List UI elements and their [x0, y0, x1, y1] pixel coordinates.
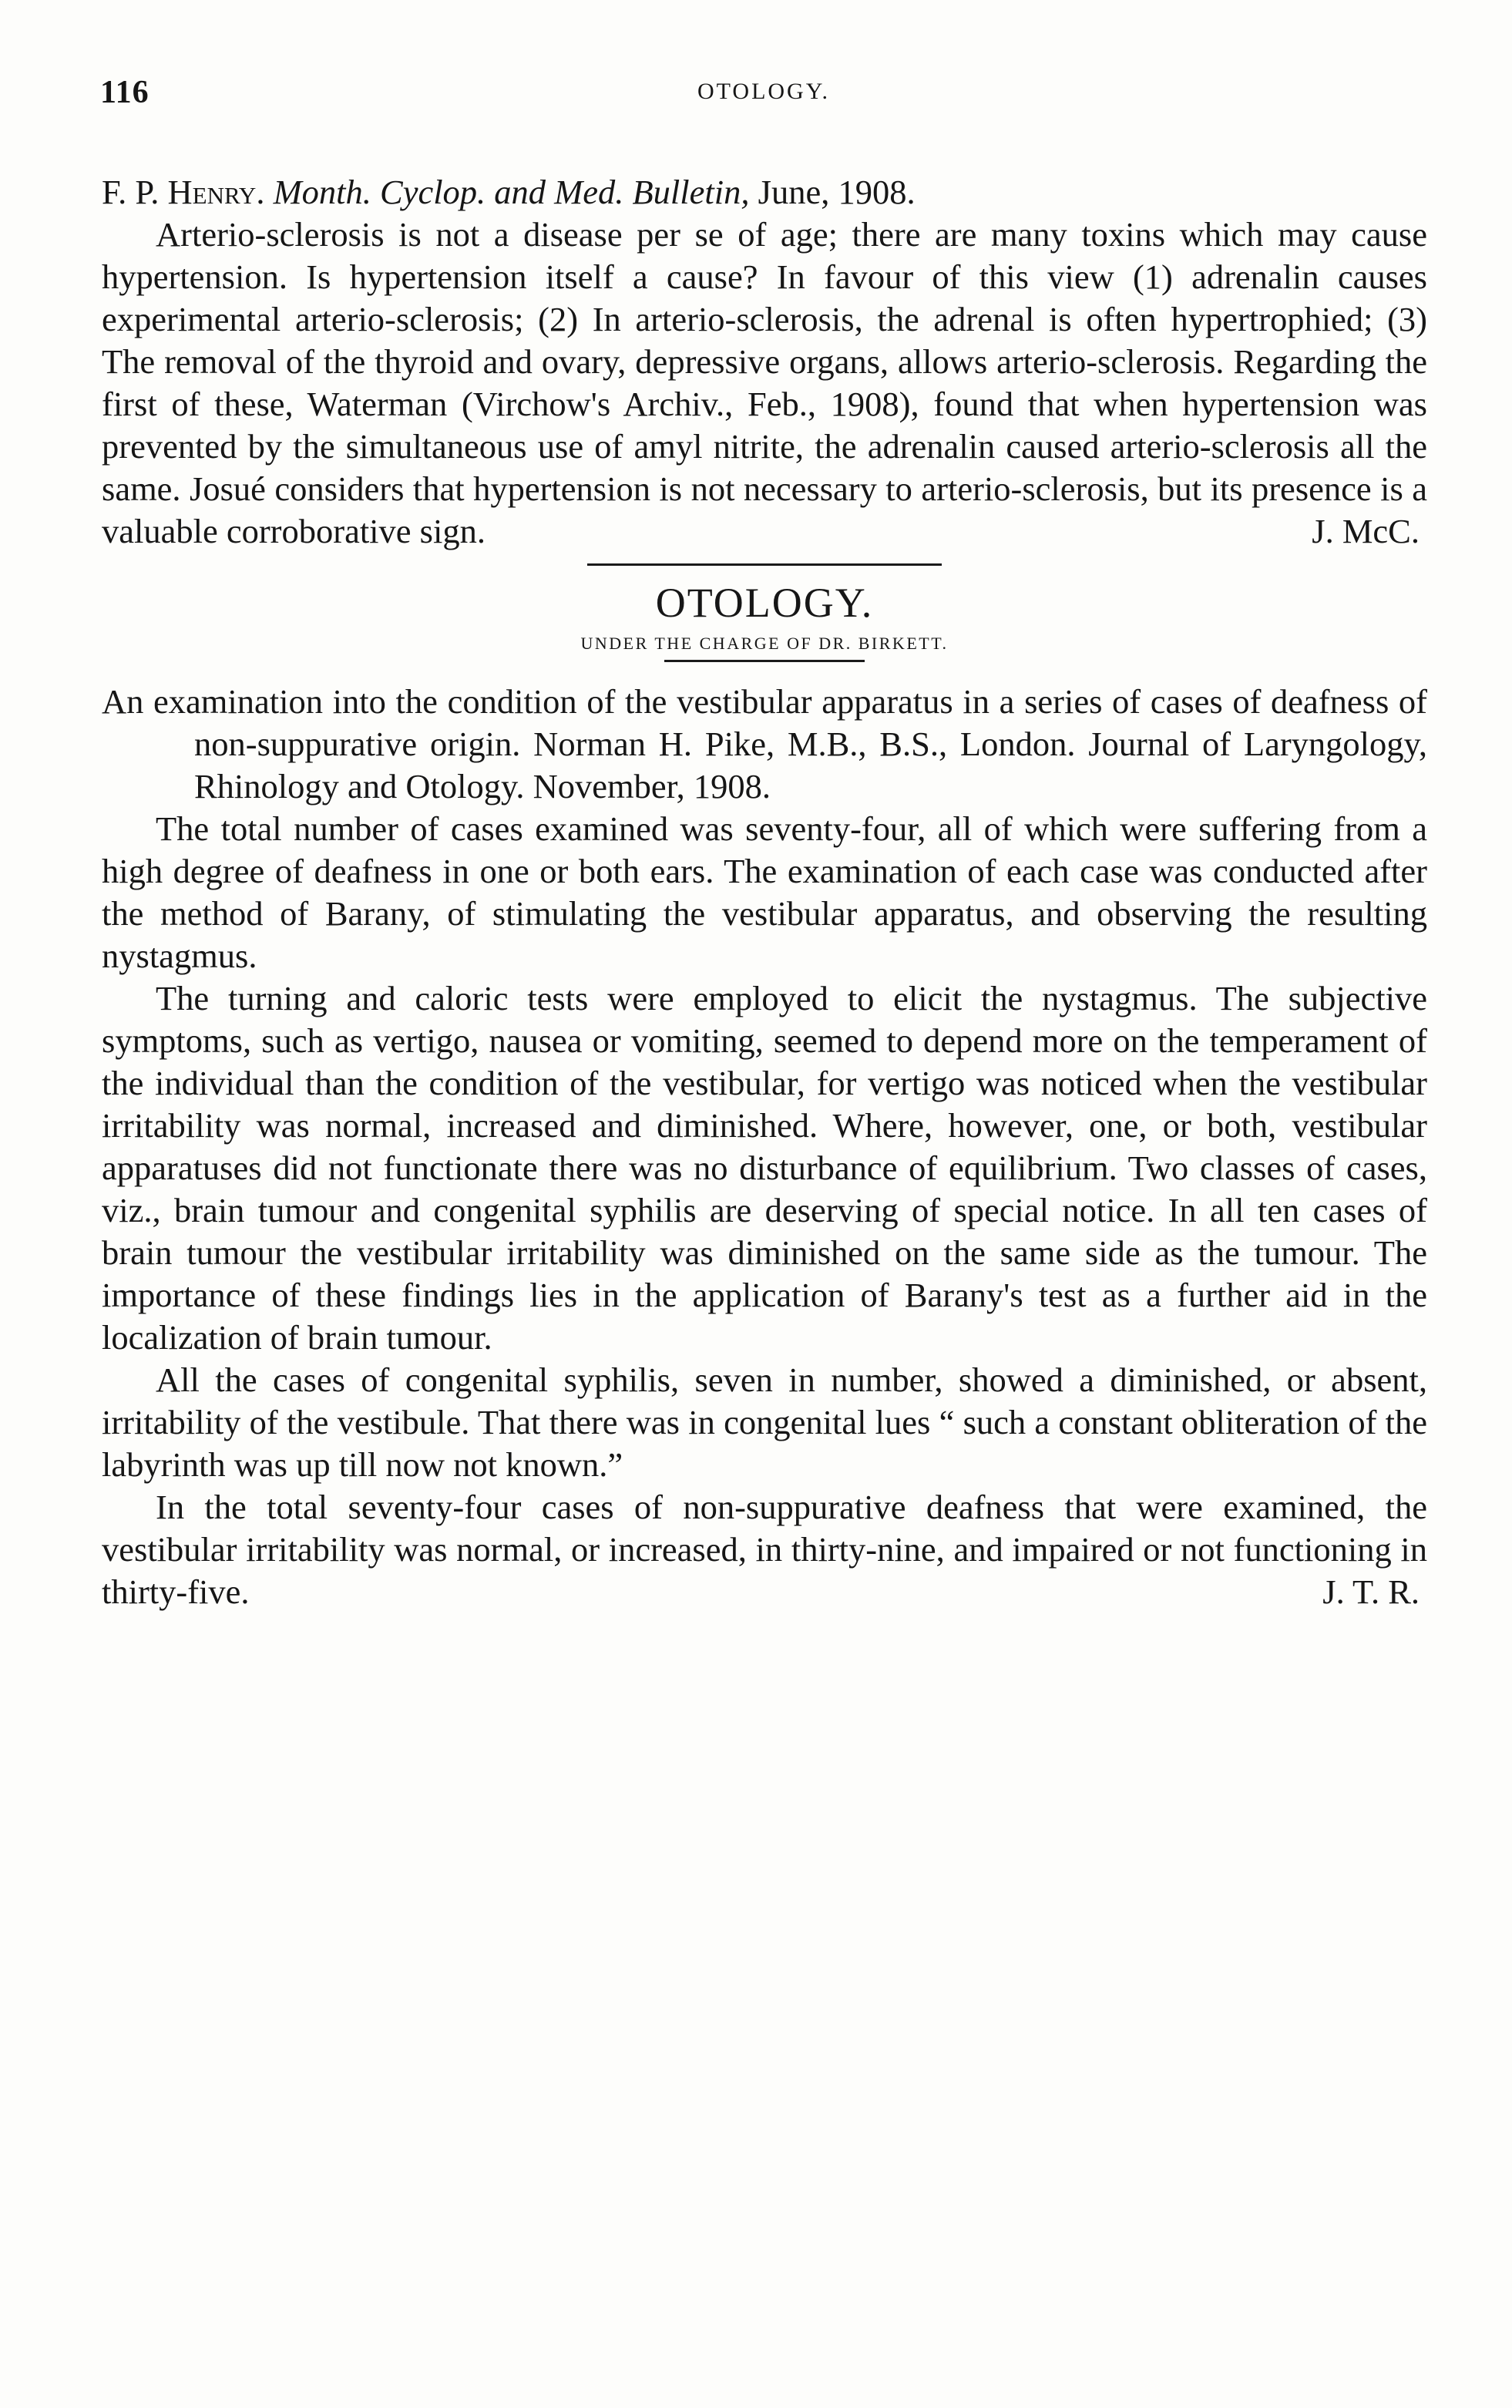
previous-signature: J. McC. — [1312, 512, 1420, 550]
article-paragraph-4-text: In the total seventy-four cases of non-suppurative deafness that were examined, the vestibular irritability was normal, or increased, in thirty-nine, and impaired or not functioning in thirty-five. — [102, 1488, 1427, 1611]
section-subtitle: UNDER THE CHARGE OF DR. BIRKETT. — [580, 634, 949, 653]
section-rule-top — [587, 563, 942, 566]
previous-paragraph — [102, 214, 1427, 553]
running-head — [100, 74, 1427, 120]
citation-author: F. P. Henry. — [102, 173, 265, 211]
section-rule-bottom — [664, 660, 865, 662]
article-paragraph-3: All the cases of congenital syphilis, seven in number, showed a diminished, or absent, irritability of the vestibule. That there was in congenital lues “ such a constant obliteration of the labyrinth was up till now not known.” — [102, 1360, 1427, 1484]
article-signature: J. T. R. — [1322, 1572, 1420, 1611]
previous-article — [102, 171, 1427, 1613]
article-heading: An examination into the condition of the vestibular apparatus in a series of cases of deafness of non-suppurative origin. Norman H. Pike, M.B., B.S., London. Journal of Laryngology, Rhinology and Otology. November, 1908. — [102, 682, 1427, 805]
citation-source: Month. Cyclop. and Med. Bulletin, — [273, 173, 750, 211]
citation-date: June, 1908. — [758, 173, 916, 211]
page-number: 116 — [100, 75, 150, 110]
previous-paragraph-text: Arterio-sclerosis is not a disease per se of age; there are many toxins which may cause hypertension. Is hypertension itself a cause? In favour of this view (1) adrenalin causes experimental arterio-sclerosis; (2) In arterio-sclerosis, the adrenal is often hypertrophied; (3) The removal of the thyroid and ovary, depressive organs, allows arterio-sclerosis. Regarding the first of these, Waterman (Virchow's Archiv., Feb., 1908), found that when hypertension was prevented by the simultaneous use of amyl nitrite, the adrenalin caused arterio-sclerosis all the same. Josué considers that hypertension is not necessary to arterio-sclerosis, but its presence is a valuable corroborative sign. — [102, 215, 1427, 550]
article-paragraph-4 — [102, 1486, 1427, 1613]
running-title: OTOLOGY. — [697, 79, 831, 104]
section-title: OTOLOGY. — [655, 580, 874, 626]
article-paragraph-1: The total number of cases examined was seventy-four, all of which were suffering from a high degree of deafness in one or both ears. The examination of each case was conducted after the method of Barany, of stimulating the vestibular apparatus, and observing the resulting nystagmus. — [102, 809, 1427, 975]
article-paragraph-2: The turning and caloric tests were employed to elicit the nystagmus. The subjective symptoms, such as vertigo, nausea or vomiting, seemed to depend more on the temperament of the individual than the condition of the vestibular, for vertigo was noticed when the vestibular irritability was normal, increased and diminished. Where, however, one, or both, vestibular apparatuses did not functionate there was no disturbance of equilibrium. Two classes of cases, viz., brain tumour and congenital syphilis are deserving of special notice. In all ten cases of brain tumour the vestibular irritability was diminished on the same side as the tumour. The importance of these findings lies in the application of Barany's test as a further aid in the localization of brain tumour. — [102, 979, 1427, 1357]
previous-citation — [102, 171, 1427, 214]
